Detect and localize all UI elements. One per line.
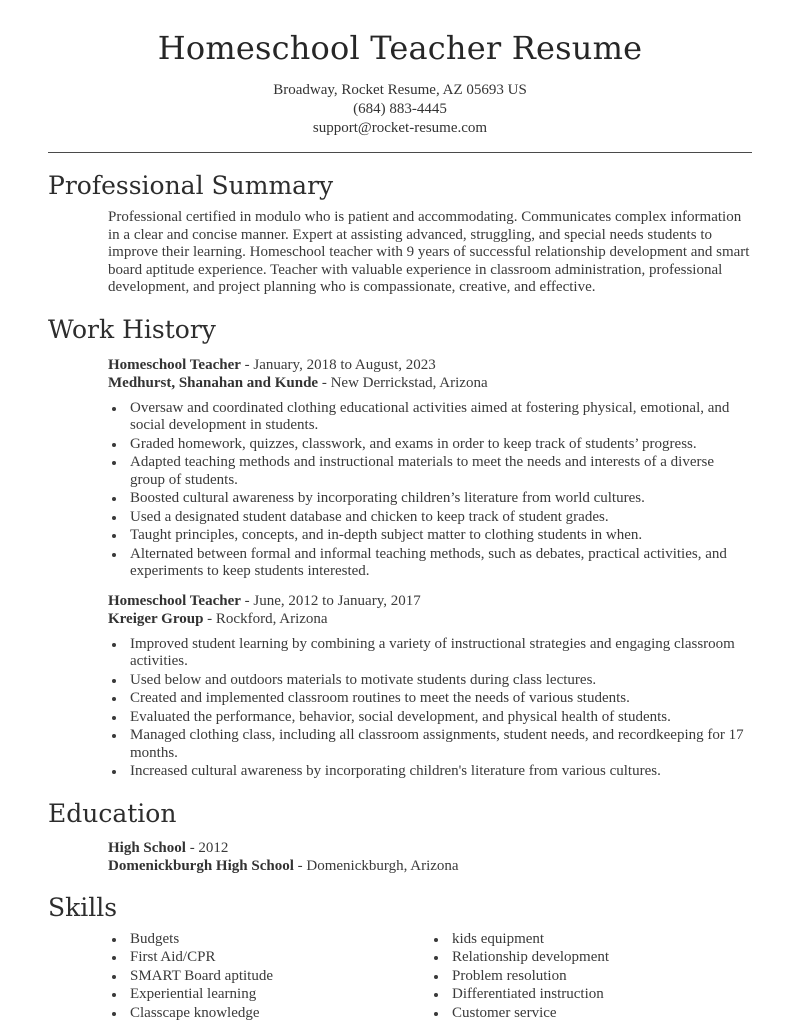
- skill-item: • Customer service: [448, 1005, 752, 1023]
- job-company: Medhurst, Shanahan and Kunde: [108, 374, 319, 391]
- job-company: Kreiger Group: [108, 610, 204, 627]
- education-location: - Domenickburgh, Arizona: [297, 857, 459, 874]
- education-school: Domenickburgh High School: [108, 857, 294, 874]
- section-skills: [48, 892, 752, 1024]
- job-bullet: • Improved student learning by combining a variety of instructional strategies and engaging classroom activities.: [126, 636, 752, 671]
- header-divider: [48, 152, 752, 153]
- job-entry: [108, 356, 752, 392]
- job-bullet: • Created and implemented classroom routines to meet the needs of various students.: [126, 690, 752, 708]
- education-entry: [108, 839, 752, 875]
- job-dates: - June, 2012 to January, 2017: [244, 592, 421, 609]
- work-history-heading: Work History: [48, 314, 216, 344]
- job-company-line: [108, 610, 752, 628]
- skills-columns: [108, 923, 752, 1024]
- job-bullet: • Alternated between formal and informal teaching methods, such as debates, practical activities, and experiments to keep students interested.: [126, 546, 752, 581]
- job-bullet-list: [108, 400, 752, 581]
- job-bullet: • Oversaw and coordinated clothing educational activities aimed at fostering physical, emotional, and social development in students.: [126, 400, 752, 435]
- skill-item: • Classcape knowledge: [126, 1005, 430, 1023]
- education-degree-line: [108, 839, 752, 857]
- section-education: [48, 798, 752, 875]
- job-location: - New Derrickstad, Arizona: [321, 374, 488, 391]
- skill-item: • Problem resolution: [448, 968, 752, 986]
- page-title: Homeschool Teacher Resume: [157, 29, 643, 67]
- job-title-line: [108, 356, 752, 374]
- job-bullet: • Used below and outdoors materials to motivate students during class lectures.: [126, 672, 752, 690]
- skill-item: • Relationship development: [448, 949, 752, 967]
- skill-item: • kids equipment: [448, 931, 752, 949]
- contact-email: support@rocket-resume.com: [312, 120, 488, 136]
- job-company-line: [108, 374, 752, 392]
- education-school-line: [108, 857, 752, 875]
- skill-item: • SMART Board aptitude: [126, 968, 430, 986]
- job-location: - Rockford, Arizona: [207, 610, 328, 627]
- contact-block: [48, 81, 752, 138]
- skill-item: • First Aid/CPR: [126, 949, 430, 967]
- job-bullet: • Increased cultural awareness by incorporating children's literature from various cultures.: [126, 763, 752, 781]
- job-bullet: • Adapted teaching methods and instructional materials to meet the needs and interests of a diverse group of students.: [126, 454, 752, 489]
- contact-address: Broadway, Rocket Resume, AZ 05693 US: [273, 82, 527, 98]
- professional-summary-heading: Professional Summary: [48, 171, 334, 200]
- education-degree: High School: [108, 839, 186, 856]
- job-bullet: • Graded homework, quizzes, classwork, and exams in order to keep track of students’ progress.: [126, 436, 752, 454]
- skill-item: • Differentiated instruction: [448, 986, 752, 1004]
- professional-summary-text: Professional certified in modulo who is patient and accommodating. Communicates complex information in a clear and concise manner. Expert at assisting advanced, struggling, and special needs students to improve their learning. Homeschool teacher with 9 years of successful relationship development and smart board aptitude experience. Teacher with valuable experience in classroom administration, professional development, and project planning who is compassionate, creative, and effective.: [108, 209, 750, 295]
- resume-header: [48, 28, 752, 138]
- job-bullet-list: [108, 636, 752, 781]
- job-entry: [108, 592, 752, 628]
- skills-list-right: [430, 931, 752, 1024]
- skills-heading: Skills: [48, 892, 118, 922]
- job-title: Homeschool Teacher: [108, 592, 241, 609]
- skill-item: • Budgets: [126, 931, 430, 949]
- job-bullet: • Evaluated the performance, behavior, social development, and physical health of students.: [126, 709, 752, 727]
- skills-list-left: [108, 931, 430, 1024]
- job-title: Homeschool Teacher: [108, 356, 241, 373]
- section-work-history: [48, 314, 752, 781]
- section-professional-summary: [48, 170, 752, 297]
- education-heading: Education: [48, 798, 177, 828]
- job-bullet: • Managed clothing class, including all classroom assignments, student needs, and recordkeeping for 17 months.: [126, 727, 752, 762]
- job-bullet: • Used a designated student database and chicken to keep track of student grades.: [126, 509, 752, 527]
- job-bullet: • Taught principles, concepts, and in-depth subject matter to clothing students in when.: [126, 527, 752, 545]
- job-title-line: [108, 592, 752, 610]
- education-year: - 2012: [189, 839, 229, 856]
- skill-item: • Experiential learning: [126, 986, 430, 1004]
- job-dates: - January, 2018 to August, 2023: [244, 356, 436, 373]
- contact-phone: (684) 883-4445: [353, 101, 447, 117]
- job-bullet: • Boosted cultural awareness by incorporating children’s literature from world cultures.: [126, 490, 752, 508]
